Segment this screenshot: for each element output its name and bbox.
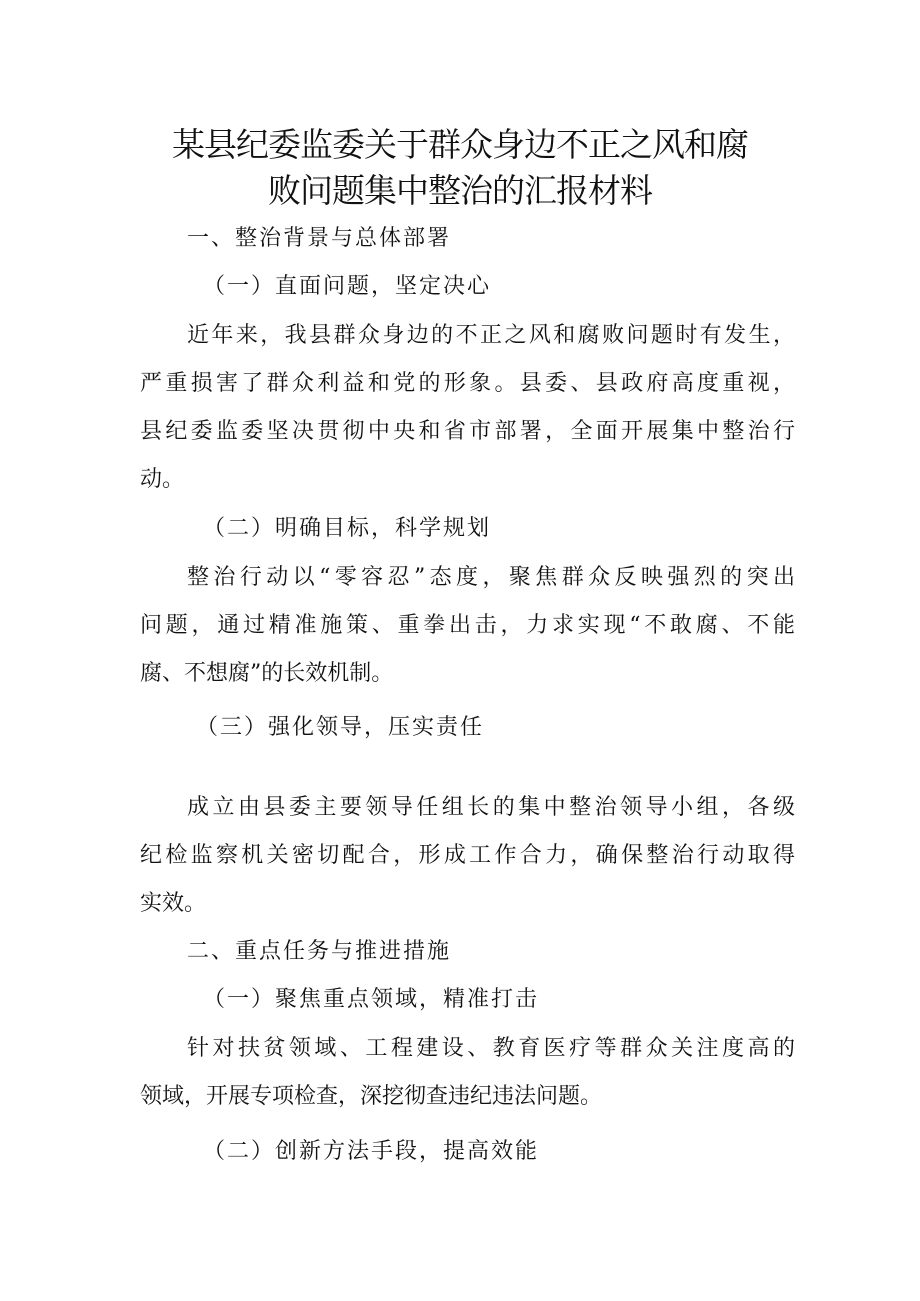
paragraph-line: 实效。 — [140, 891, 207, 916]
paragraph-line: 动。 — [140, 467, 185, 492]
paragraph-line: 严重损害了群众利益和党的形象。县委、县政府高度重视， — [140, 371, 795, 396]
section-1-sub-2-heading: （二）明确目标，科学规划 — [203, 516, 492, 541]
section-2-heading: 二、重点任务与推进措施 — [187, 939, 452, 964]
section-1-sub-1-heading: （一）直面问题，坚定决心 — [203, 274, 492, 299]
paragraph-line: 领域，开展专项检查，深挖彻查违纪违法问题。 — [140, 1084, 603, 1109]
paragraph-line: 成立由县委主要领导任组长的集中整治领导小组，各级 — [187, 795, 795, 820]
paragraph-line: 整治行动以“零容忍”态度，聚焦群众反映强烈的突出 — [187, 565, 795, 590]
section-1-sub-3-heading: （三）强化领导，压实责任 — [196, 715, 485, 740]
paragraph-line: 近年来，我县群众身边的不正之风和腐败问题时有发生， — [187, 323, 795, 348]
paragraph-line: 纪检监察机关密切配合，形成工作合力，确保整治行动取得 — [140, 843, 795, 868]
paragraph-line: 腐、不想腐”的长效机制。 — [140, 661, 394, 686]
section-2-sub-1-heading: （一）聚焦重点领域，精准打击 — [203, 987, 540, 1012]
paragraph-line: 县纪委监委坚决贯彻中央和省市部署，全面开展集中整治行 — [140, 419, 795, 444]
section-2-sub-2-heading: （二）创新方法手段，提高效能 — [203, 1139, 540, 1164]
section-1-heading: 一、整治背景与总体部署 — [187, 226, 452, 251]
document-title-line-2: 败问题集中整治的汇报材料 — [268, 171, 652, 210]
paragraph-line: 针对扶贫领域、工程建设、教育医疗等群众关注度高的 — [187, 1036, 795, 1061]
paragraph-line: 问题，通过精准施策、重拳出击，力求实现“不敢腐、不能 — [140, 613, 795, 638]
document-title-line-1: 某县纪委监委关于群众身边不正之风和腐 — [172, 125, 748, 164]
